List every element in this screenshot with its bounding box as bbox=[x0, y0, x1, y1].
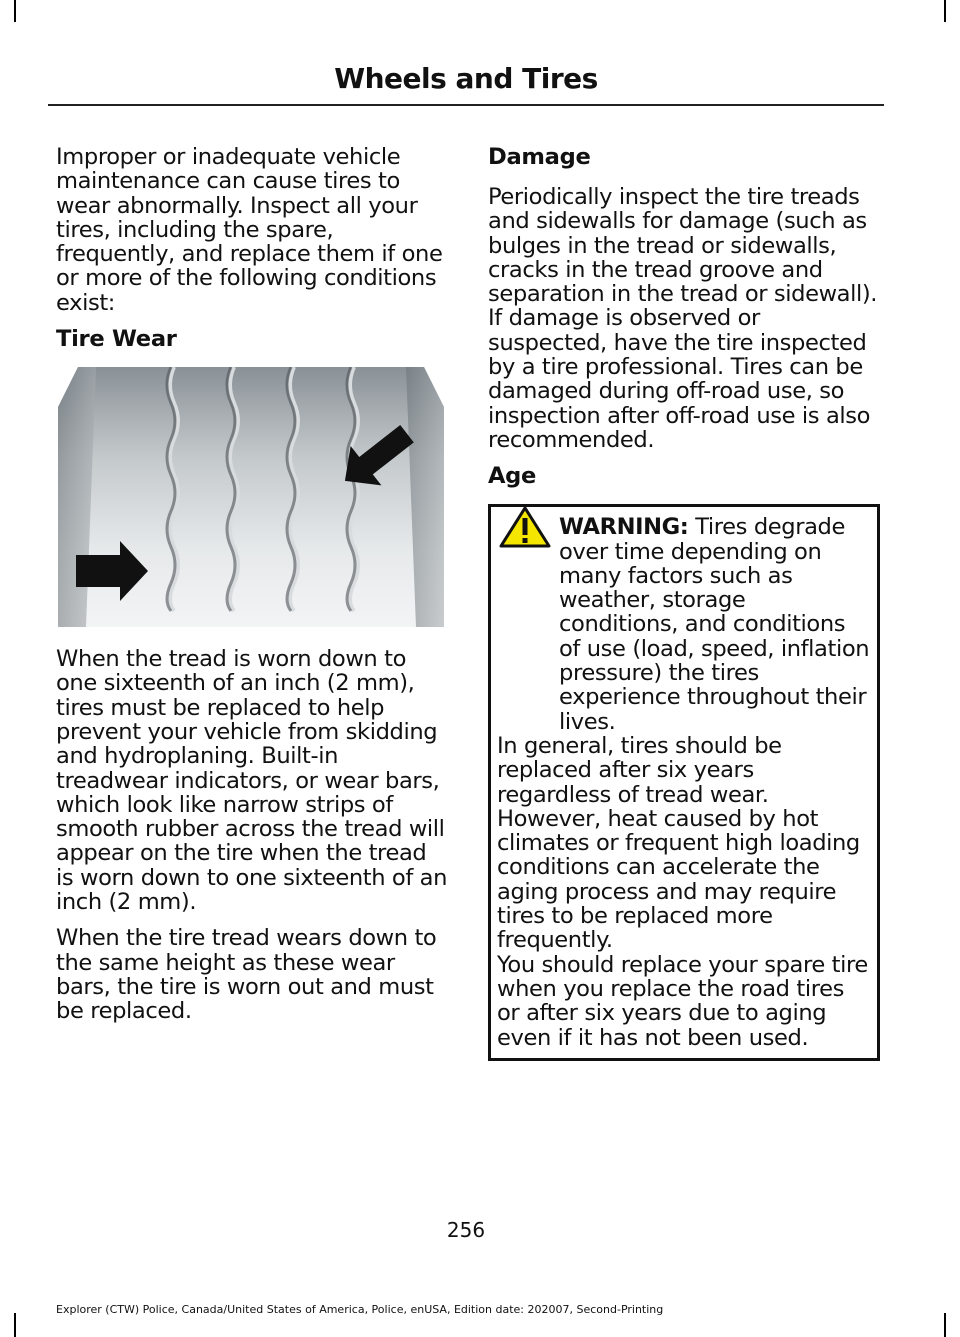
crop-mark-top-right bbox=[944, 0, 946, 22]
right-column bbox=[488, 145, 880, 1061]
damage-paragraph: Periodically inspect the tire treads and sidewalls for damage (such as bulges in the tread or sidewalls, cracks in the tread groove and separation in the tread or sidewall). If damage is observed or suspected, have the tire inspected by a tire professional. Tires can be damaged during off-road use, so inspection after off-road use is also recommended. bbox=[488, 184, 878, 453]
header-divider bbox=[48, 104, 884, 106]
tire-tread-wear-bar-diagram bbox=[56, 367, 446, 627]
replace-tire-paragraph: When the tire tread wears down to the same height as these wear bars, the tire is worn out and must be replaced. bbox=[56, 925, 437, 1025]
warning-text-2: In general, tires should be replaced after six years regardless of tread wear. However, heat caused by hot climates or frequent high loading conditions can accelerate the aging process and may require tires to be replaced more frequently. bbox=[497, 732, 860, 954]
warning-box bbox=[488, 504, 880, 1061]
warning-text-3: You should replace your spare tire when you replace the road tires or after six years due to aging even if it has not been used. bbox=[497, 951, 868, 1051]
page-title: Wheels and Tires bbox=[334, 62, 598, 95]
warning-label: WARNING: bbox=[559, 514, 689, 541]
crop-mark-bottom-right bbox=[944, 1313, 946, 1337]
crop-mark-top-left bbox=[14, 0, 16, 22]
left-column bbox=[56, 145, 448, 1036]
footer-edition-info: Explorer (CTW) Police, Canada/United States of America, Police, enUSA, Edition date: 202007, Second-Printing bbox=[56, 1303, 664, 1316]
age-heading: Age bbox=[488, 463, 537, 490]
damage-heading: Damage bbox=[488, 144, 591, 170]
warning-triangle-icon bbox=[499, 505, 551, 549]
tire-wear-heading: Tire Wear bbox=[56, 326, 177, 353]
wear-indicator-paragraph: When the tread is worn down to one sixteenth of an inch (2 mm), tires must be replaced to help prevent your vehicle from skidding and hydroplaning. Built-in treadwear indicators, or wear bars, which look like narrow strips of smooth rubber across the tread will appear on the tire when the tread is worn down to one sixteenth of an inch (2 mm). bbox=[56, 646, 448, 916]
page-number: 256 bbox=[446, 1218, 486, 1242]
warning-first-paragraph bbox=[497, 515, 871, 734]
intro-paragraph: Improper or inadequate vehicle maintenance can cause tires to wear abnormally. Inspect all your tires, including the spare, frequently, and replace them if one or more of the following conditions exist: bbox=[56, 144, 443, 316]
warning-text-1: Tires degrade over time depending on many factors such as weather, storage conditions, and conditions of use (load, speed, inflation pressure) the tires experience throughout their lives. bbox=[559, 514, 870, 735]
crop-mark-bottom-left bbox=[14, 1313, 16, 1337]
